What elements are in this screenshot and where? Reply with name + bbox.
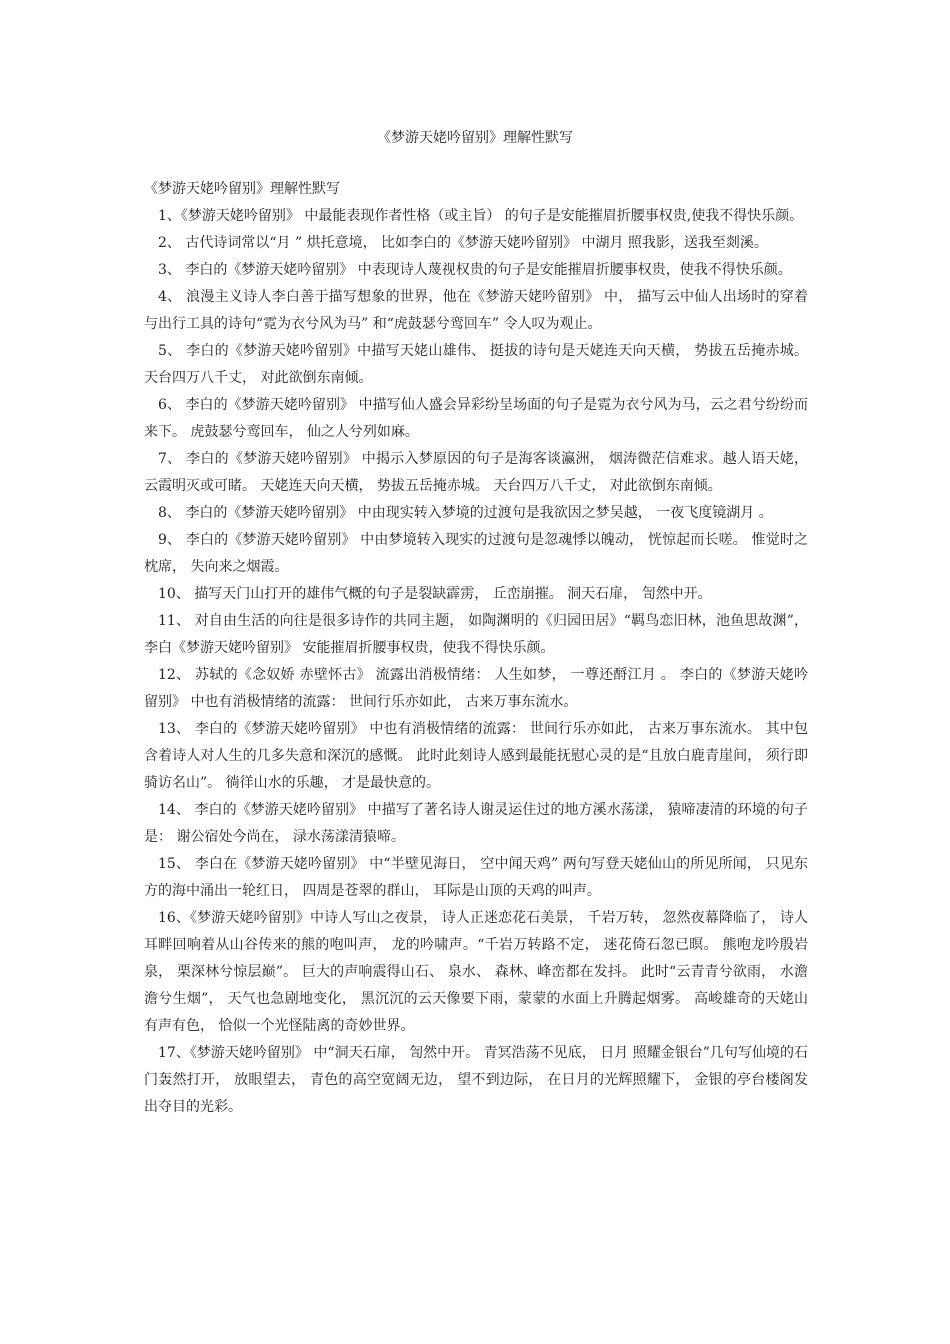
question-item-12: 12、 苏轼的《念奴娇 赤壁怀古》 流露出消极情绪： 人生如梦， 一尊还酹江月 。 李白的《梦游天姥吟留别》 中也有消极情绪的流露： 世间行乐亦如此， 古来万事东流水。 [144,667,808,710]
question-item-8: 8、 李白的《梦游天姥吟留别》 中由现实转入梦境的过渡句是我欲因之梦吴越， 一夜飞度镜湖月 。 [158,505,773,521]
question-item-16: 16、《梦游天姥吟留别》中诗人写山之夜景， 诗人正迷恋花石美景， 千岩万转， 忽然夜幕降临了， 诗人耳畔回响着从山谷传来的熊的咆叫声， 龙的吟啸声。“千岩万转路不定， 迷花倚石忽已暝。 熊咆龙吟殷岩泉， 栗深林兮惊层巅”。 巨大的声响震得山石、 泉水、 森林、峰峦都在发抖。 此时“云青青兮欲雨， 水澹澹兮生烟”， 天气也急剧地变化， 黑沉沉的云天像要下雨，蒙蒙的水面上升腾起烟雾。 高峻雄奇的天姥山有声有色， 恰似一个光怪陆离的奇妙世界。 [144,910,808,1034]
question-item-13: 13、 李白的《梦游天姥吟留别》 中也有消极情绪的流露： 世间行乐亦如此， 古来万事东流水。 其中包含着诗人对人生的几多失意和深沉的感慨。 此时此刻诗人感到最能抚慰心灵的是“且放白鹿青崖间， 须行即骑访名山”。 徜徉山水的乐趣， 才是最快意的。 [144,721,808,791]
question-item-15: 15、 李白在《梦游天姥吟留别》 中“半壁见海日， 空中闻天鸡” 两句写登天姥仙山的所见所闻， 只见东方的海中涌出一轮红日， 四周是苍翠的群山， 耳际是山顶的天鸡的叫声。 [144,856,808,899]
document-body [144,176,808,1121]
question-item-4: 4、 浪漫主义诗人李白善于描写想象的世界，他在《梦游天姥吟留别》 中， 描写云中仙人出场时的穿着与出行工具的诗句“霓为衣兮风为马” 和“虎鼓瑟兮鸾回车” 令人叹为观止。 [144,289,808,332]
question-item-5: 5、 李白的《梦游天姥吟留别》中描写天姥山雄伟、 挺拔的诗句是天姥连天向天横， 势拔五岳掩赤城。 天台四万八千丈， 对此欲倒东南倾。 [144,343,808,386]
question-item-7: 7、 李白的《梦游天姥吟留别》 中揭示入梦原因的句子是海客谈瀛洲， 烟涛微茫信难求。越人语天姥， 云霞明灭或可睹。 天姥连天向天横， 势拔五岳掩赤城。 天台四万八千丈， 对此欲倒东南倾。 [144,451,808,494]
question-item-3: 3、 李白的《梦游天姥吟留别》 中表现诗人蔑视权贵的句子是安能摧眉折腰事权贵，使我不得快乐颜。 [158,262,792,278]
question-item-14: 14、 李白的《梦游天姥吟留别》 中描写了著名诗人谢灵运住过的地方溪水荡漾， 猿啼凄清的环境的句子是： 谢公宿处今尚在， 渌水荡漾清猿啼。 [144,802,808,845]
document-title: 《梦游天姥吟留别》理解性默写 [377,130,573,146]
question-item-10: 10、 描写天门山打开的雄伟气概的句子是裂缺霹雳， 丘峦崩摧。 洞天石扉， 訇然中开。 [158,586,712,602]
question-item-1: 1、《梦游天姥吟留别》 中最能表现作者性格（或主旨） 的句子是安能摧眉折腰事权贵,使我不得快乐颜。 [158,208,804,224]
question-item-9: 9、 李白的《梦游天姥吟留别》 中由梦境转入现实的过渡句是忽魂悸以魄动， 恍惊起而长嗟。 惟觉时之枕席， 失向来之烟霞。 [144,532,808,575]
question-item-17: 17、《梦游天姥吟留别》 中“洞天石扉， 訇然中开。 青冥浩荡不见底， 日月 照耀金银台”几句写仙境的石门轰然打开， 放眼望去， 青色的高空宽阔无边， 望不到边际， 在日月的光辉照耀下， 金银的亭台楼阁发出夺目的光彩。 [144,1045,808,1115]
document-subtitle: 《梦游天姥吟留别》理解性默写 [144,181,340,197]
question-item-6: 6、 李白的《梦游天姥吟留别》 中描写仙人盛会异彩纷呈场面的句子是霓为衣兮风为马，云之君兮纷纷而来下。 虎鼓瑟兮鸾回车， 仙之人兮列如麻。 [144,397,808,440]
question-item-2: 2、 古代诗词常以“月 ” 烘托意境， 比如李白的《梦游天姥吟留别》 中湖月 照我影，送我至剡溪。 [158,235,768,251]
question-item-11: 11、 对自由生活的向往是很多诗作的共同主题， 如陶渊明的《归园田居》“羁鸟恋旧林，池鱼思故渊”， 李白《梦游天姥吟留别》 安能摧眉折腰事权贵，使我不得快乐颜。 [144,613,808,656]
